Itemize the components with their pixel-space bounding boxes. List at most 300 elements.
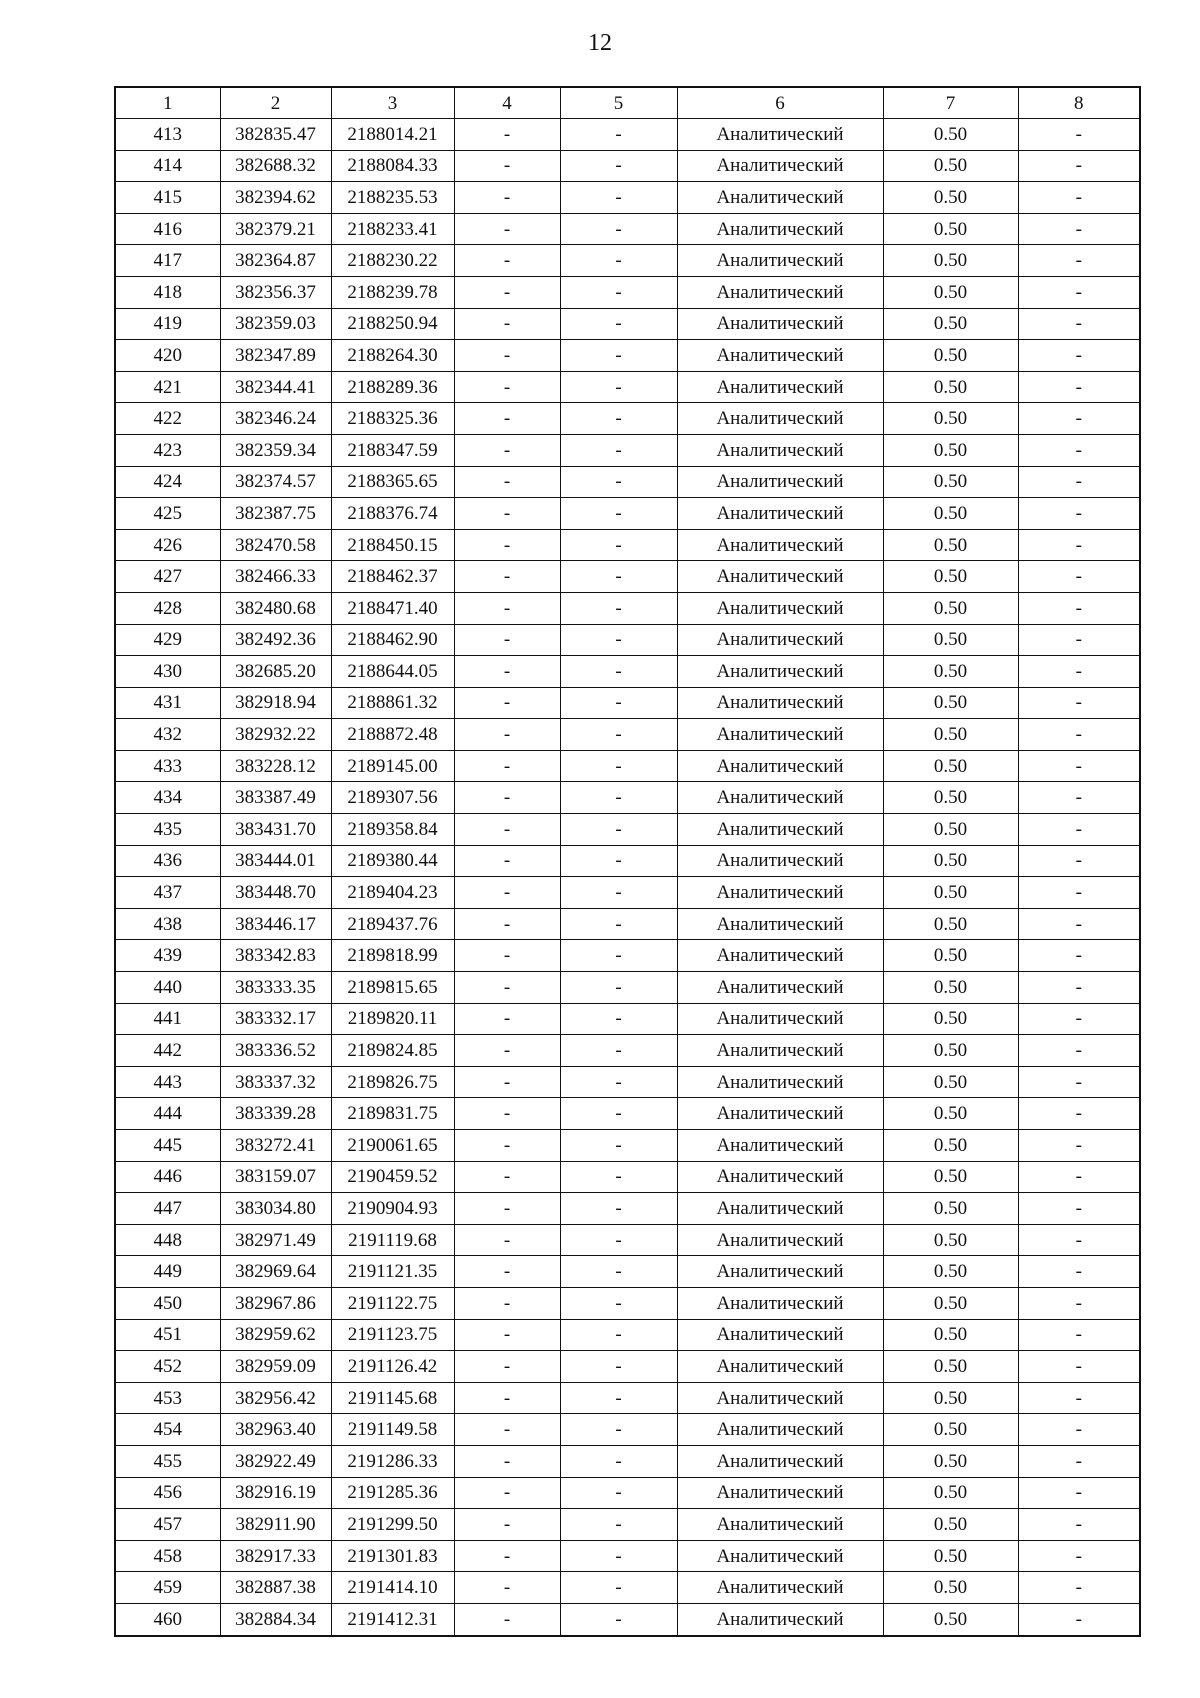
x-coordinate: 383448.70	[220, 877, 331, 909]
column-4-value: -	[454, 561, 560, 593]
column-5-value: -	[560, 1256, 677, 1288]
method-cell: Аналитический	[677, 529, 883, 561]
table-row	[115, 1382, 1140, 1414]
method-cell: Аналитический	[677, 498, 883, 530]
column-4-value: -	[454, 119, 560, 151]
x-coordinate: 382916.19	[220, 1477, 331, 1509]
column-5-value: -	[560, 1130, 677, 1162]
column-4-value: -	[454, 1161, 560, 1193]
column-5-value: -	[560, 119, 677, 151]
point-number: 458	[115, 1540, 220, 1572]
table-row	[115, 466, 1140, 498]
column-4-value: -	[454, 276, 560, 308]
column-5-value: -	[560, 1572, 677, 1604]
column-4-value: -	[454, 1509, 560, 1541]
table-row	[115, 1161, 1140, 1193]
column-header: 5	[560, 87, 677, 119]
column-5-value: -	[560, 308, 677, 340]
y-coordinate: 2189404.23	[331, 877, 454, 909]
y-coordinate: 2189145.00	[331, 750, 454, 782]
method-cell: Аналитический	[677, 845, 883, 877]
column-4-value: -	[454, 750, 560, 782]
accuracy-cell: 0.50	[883, 276, 1018, 308]
y-coordinate: 2189307.56	[331, 782, 454, 814]
column-4-value: -	[454, 1351, 560, 1383]
method-cell: Аналитический	[677, 1161, 883, 1193]
column-5-value: -	[560, 1540, 677, 1572]
column-4-value: -	[454, 1603, 560, 1635]
y-coordinate: 2189380.44	[331, 845, 454, 877]
column-8-value: -	[1018, 1509, 1140, 1541]
x-coordinate: 382356.37	[220, 276, 331, 308]
accuracy-cell: 0.50	[883, 1382, 1018, 1414]
column-8-value: -	[1018, 245, 1140, 277]
y-coordinate: 2191414.10	[331, 1572, 454, 1604]
x-coordinate: 382685.20	[220, 656, 331, 688]
table-row	[115, 1603, 1140, 1635]
method-cell: Аналитический	[677, 466, 883, 498]
column-5-value: -	[560, 276, 677, 308]
x-coordinate: 382887.38	[220, 1572, 331, 1604]
accuracy-cell: 0.50	[883, 1603, 1018, 1635]
y-coordinate: 2191149.58	[331, 1414, 454, 1446]
column-8-value: -	[1018, 1161, 1140, 1193]
table-row	[115, 245, 1140, 277]
column-5-value: -	[560, 466, 677, 498]
column-8-value: -	[1018, 972, 1140, 1004]
column-4-value: -	[454, 403, 560, 435]
column-4-value: -	[454, 182, 560, 214]
x-coordinate: 383339.28	[220, 1098, 331, 1130]
point-number: 451	[115, 1319, 220, 1351]
point-number: 446	[115, 1161, 220, 1193]
table-row	[115, 750, 1140, 782]
accuracy-cell: 0.50	[883, 687, 1018, 719]
point-number: 450	[115, 1287, 220, 1319]
y-coordinate: 2189818.99	[331, 940, 454, 972]
column-5-value: -	[560, 687, 677, 719]
column-8-value: -	[1018, 529, 1140, 561]
column-4-value: -	[454, 1445, 560, 1477]
y-coordinate: 2188233.41	[331, 213, 454, 245]
column-8-value: -	[1018, 434, 1140, 466]
method-cell: Аналитический	[677, 719, 883, 751]
x-coordinate: 383159.07	[220, 1161, 331, 1193]
column-8-value: -	[1018, 1003, 1140, 1035]
column-4-value: -	[454, 213, 560, 245]
accuracy-cell: 0.50	[883, 1035, 1018, 1067]
column-4-value: -	[454, 687, 560, 719]
column-header: 3	[331, 87, 454, 119]
point-number: 427	[115, 561, 220, 593]
x-coordinate: 382932.22	[220, 719, 331, 751]
column-4-value: -	[454, 340, 560, 372]
method-cell: Аналитический	[677, 750, 883, 782]
column-header: 7	[883, 87, 1018, 119]
y-coordinate: 2188462.37	[331, 561, 454, 593]
method-cell: Аналитический	[677, 1414, 883, 1446]
table-row	[115, 814, 1140, 846]
column-4-value: -	[454, 972, 560, 1004]
column-5-value: -	[560, 1445, 677, 1477]
column-8-value: -	[1018, 498, 1140, 530]
column-4-value: -	[454, 1572, 560, 1604]
table-row	[115, 1477, 1140, 1509]
column-8-value: -	[1018, 308, 1140, 340]
coordinates-table	[114, 86, 1141, 1637]
column-5-value: -	[560, 750, 677, 782]
column-8-value: -	[1018, 1540, 1140, 1572]
column-4-value: -	[454, 877, 560, 909]
accuracy-cell: 0.50	[883, 466, 1018, 498]
point-number: 448	[115, 1224, 220, 1256]
table-row	[115, 182, 1140, 214]
point-number: 459	[115, 1572, 220, 1604]
column-8-value: -	[1018, 687, 1140, 719]
y-coordinate: 2191301.83	[331, 1540, 454, 1572]
column-5-value: -	[560, 403, 677, 435]
column-4-value: -	[454, 719, 560, 751]
column-4-value: -	[454, 1098, 560, 1130]
column-5-value: -	[560, 908, 677, 940]
y-coordinate: 2191119.68	[331, 1224, 454, 1256]
table-row	[115, 1540, 1140, 1572]
point-number: 438	[115, 908, 220, 940]
x-coordinate: 382835.47	[220, 119, 331, 151]
x-coordinate: 383337.32	[220, 1066, 331, 1098]
column-5-value: -	[560, 245, 677, 277]
accuracy-cell: 0.50	[883, 624, 1018, 656]
y-coordinate: 2191123.75	[331, 1319, 454, 1351]
point-number: 443	[115, 1066, 220, 1098]
y-coordinate: 2188250.94	[331, 308, 454, 340]
method-cell: Аналитический	[677, 340, 883, 372]
table-row	[115, 403, 1140, 435]
table-row	[115, 340, 1140, 372]
method-cell: Аналитический	[677, 1130, 883, 1162]
header-row	[115, 87, 1140, 119]
column-8-value: -	[1018, 213, 1140, 245]
column-4-value: -	[454, 1193, 560, 1225]
y-coordinate: 2189820.11	[331, 1003, 454, 1035]
column-header: 2	[220, 87, 331, 119]
column-5-value: -	[560, 340, 677, 372]
y-coordinate: 2190904.93	[331, 1193, 454, 1225]
table-row	[115, 561, 1140, 593]
accuracy-cell: 0.50	[883, 972, 1018, 1004]
column-4-value: -	[454, 1035, 560, 1067]
x-coordinate: 382884.34	[220, 1603, 331, 1635]
method-cell: Аналитический	[677, 1445, 883, 1477]
y-coordinate: 2189815.65	[331, 972, 454, 1004]
method-cell: Аналитический	[677, 182, 883, 214]
column-8-value: -	[1018, 719, 1140, 751]
column-5-value: -	[560, 371, 677, 403]
accuracy-cell: 0.50	[883, 1066, 1018, 1098]
x-coordinate: 382374.57	[220, 466, 331, 498]
table-row	[115, 592, 1140, 624]
column-4-value: -	[454, 245, 560, 277]
accuracy-cell: 0.50	[883, 403, 1018, 435]
x-coordinate: 383342.83	[220, 940, 331, 972]
y-coordinate: 2188376.74	[331, 498, 454, 530]
accuracy-cell: 0.50	[883, 340, 1018, 372]
table-row	[115, 1509, 1140, 1541]
column-8-value: -	[1018, 371, 1140, 403]
x-coordinate: 383446.17	[220, 908, 331, 940]
x-coordinate: 382963.40	[220, 1414, 331, 1446]
column-5-value: -	[560, 150, 677, 182]
method-cell: Аналитический	[677, 782, 883, 814]
x-coordinate: 382466.33	[220, 561, 331, 593]
point-number: 456	[115, 1477, 220, 1509]
table-row	[115, 276, 1140, 308]
column-5-value: -	[560, 782, 677, 814]
y-coordinate: 2188462.90	[331, 624, 454, 656]
table-row	[115, 434, 1140, 466]
accuracy-cell: 0.50	[883, 1287, 1018, 1319]
column-8-value: -	[1018, 1572, 1140, 1604]
x-coordinate: 383431.70	[220, 814, 331, 846]
column-8-value: -	[1018, 750, 1140, 782]
y-coordinate: 2191126.42	[331, 1351, 454, 1383]
method-cell: Аналитический	[677, 1287, 883, 1319]
accuracy-cell: 0.50	[883, 371, 1018, 403]
x-coordinate: 382394.62	[220, 182, 331, 214]
column-header: 4	[454, 87, 560, 119]
method-cell: Аналитический	[677, 1224, 883, 1256]
y-coordinate: 2190459.52	[331, 1161, 454, 1193]
column-8-value: -	[1018, 1193, 1140, 1225]
point-number: 440	[115, 972, 220, 1004]
column-4-value: -	[454, 1319, 560, 1351]
column-5-value: -	[560, 561, 677, 593]
column-8-value: -	[1018, 182, 1140, 214]
column-8-value: -	[1018, 1256, 1140, 1288]
accuracy-cell: 0.50	[883, 1098, 1018, 1130]
x-coordinate: 382379.21	[220, 213, 331, 245]
point-number: 417	[115, 245, 220, 277]
method-cell: Аналитический	[677, 276, 883, 308]
y-coordinate: 2188230.22	[331, 245, 454, 277]
table-row	[115, 1098, 1140, 1130]
point-number: 421	[115, 371, 220, 403]
point-number: 445	[115, 1130, 220, 1162]
point-number: 415	[115, 182, 220, 214]
y-coordinate: 2189437.76	[331, 908, 454, 940]
column-8-value: -	[1018, 561, 1140, 593]
column-4-value: -	[454, 1477, 560, 1509]
column-8-value: -	[1018, 1098, 1140, 1130]
y-coordinate: 2188239.78	[331, 276, 454, 308]
column-8-value: -	[1018, 592, 1140, 624]
y-coordinate: 2188872.48	[331, 719, 454, 751]
method-cell: Аналитический	[677, 1603, 883, 1635]
x-coordinate: 382956.42	[220, 1382, 331, 1414]
page-number: 12	[588, 30, 612, 56]
column-8-value: -	[1018, 1224, 1140, 1256]
table-row	[115, 308, 1140, 340]
method-cell: Аналитический	[677, 1098, 883, 1130]
column-4-value: -	[454, 1066, 560, 1098]
x-coordinate: 382364.87	[220, 245, 331, 277]
x-coordinate: 383272.41	[220, 1130, 331, 1162]
x-coordinate: 383444.01	[220, 845, 331, 877]
accuracy-cell: 0.50	[883, 1319, 1018, 1351]
column-5-value: -	[560, 1382, 677, 1414]
accuracy-cell: 0.50	[883, 1477, 1018, 1509]
point-number: 423	[115, 434, 220, 466]
y-coordinate: 2191285.36	[331, 1477, 454, 1509]
accuracy-cell: 0.50	[883, 213, 1018, 245]
column-5-value: -	[560, 940, 677, 972]
column-5-value: -	[560, 719, 677, 751]
point-number: 455	[115, 1445, 220, 1477]
column-4-value: -	[454, 1287, 560, 1319]
table-row	[115, 213, 1140, 245]
column-5-value: -	[560, 972, 677, 1004]
accuracy-cell: 0.50	[883, 561, 1018, 593]
column-8-value: -	[1018, 908, 1140, 940]
point-number: 452	[115, 1351, 220, 1383]
x-coordinate: 382969.64	[220, 1256, 331, 1288]
accuracy-cell: 0.50	[883, 782, 1018, 814]
y-coordinate: 2188014.21	[331, 119, 454, 151]
point-number: 442	[115, 1035, 220, 1067]
method-cell: Аналитический	[677, 940, 883, 972]
column-5-value: -	[560, 592, 677, 624]
x-coordinate: 382344.41	[220, 371, 331, 403]
column-5-value: -	[560, 498, 677, 530]
column-header: 1	[115, 87, 220, 119]
accuracy-cell: 0.50	[883, 1224, 1018, 1256]
accuracy-cell: 0.50	[883, 119, 1018, 151]
column-5-value: -	[560, 1509, 677, 1541]
point-number: 433	[115, 750, 220, 782]
column-5-value: -	[560, 1287, 677, 1319]
accuracy-cell: 0.50	[883, 434, 1018, 466]
column-5-value: -	[560, 1603, 677, 1635]
column-8-value: -	[1018, 845, 1140, 877]
column-8-value: -	[1018, 276, 1140, 308]
table-row	[115, 656, 1140, 688]
x-coordinate: 382911.90	[220, 1509, 331, 1541]
column-8-value: -	[1018, 1035, 1140, 1067]
x-coordinate: 382959.62	[220, 1319, 331, 1351]
accuracy-cell: 0.50	[883, 845, 1018, 877]
table-row	[115, 687, 1140, 719]
column-8-value: -	[1018, 656, 1140, 688]
method-cell: Аналитический	[677, 1193, 883, 1225]
accuracy-cell: 0.50	[883, 308, 1018, 340]
x-coordinate: 382922.49	[220, 1445, 331, 1477]
column-8-value: -	[1018, 1603, 1140, 1635]
column-4-value: -	[454, 1256, 560, 1288]
point-number: 457	[115, 1509, 220, 1541]
accuracy-cell: 0.50	[883, 245, 1018, 277]
method-cell: Аналитический	[677, 1351, 883, 1383]
column-5-value: -	[560, 529, 677, 561]
column-5-value: -	[560, 1319, 677, 1351]
y-coordinate: 2191145.68	[331, 1382, 454, 1414]
point-number: 425	[115, 498, 220, 530]
column-5-value: -	[560, 1098, 677, 1130]
point-number: 437	[115, 877, 220, 909]
point-number: 413	[115, 119, 220, 151]
accuracy-cell: 0.50	[883, 1130, 1018, 1162]
table-row	[115, 1193, 1140, 1225]
y-coordinate: 2189824.85	[331, 1035, 454, 1067]
y-coordinate: 2189831.75	[331, 1098, 454, 1130]
point-number: 414	[115, 150, 220, 182]
method-cell: Аналитический	[677, 908, 883, 940]
accuracy-cell: 0.50	[883, 1540, 1018, 1572]
x-coordinate: 382918.94	[220, 687, 331, 719]
x-coordinate: 382492.36	[220, 624, 331, 656]
column-5-value: -	[560, 1066, 677, 1098]
x-coordinate: 383332.17	[220, 1003, 331, 1035]
y-coordinate: 2188347.59	[331, 434, 454, 466]
point-number: 447	[115, 1193, 220, 1225]
accuracy-cell: 0.50	[883, 1509, 1018, 1541]
column-8-value: -	[1018, 1130, 1140, 1162]
method-cell: Аналитический	[677, 1256, 883, 1288]
column-8-value: -	[1018, 340, 1140, 372]
table-row	[115, 150, 1140, 182]
point-number: 430	[115, 656, 220, 688]
table-row	[115, 845, 1140, 877]
x-coordinate: 382688.32	[220, 150, 331, 182]
point-number: 424	[115, 466, 220, 498]
accuracy-cell: 0.50	[883, 1414, 1018, 1446]
table-row	[115, 908, 1140, 940]
point-number: 419	[115, 308, 220, 340]
accuracy-cell: 0.50	[883, 1445, 1018, 1477]
x-coordinate: 383228.12	[220, 750, 331, 782]
accuracy-cell: 0.50	[883, 1572, 1018, 1604]
x-coordinate: 382967.86	[220, 1287, 331, 1319]
point-number: 435	[115, 814, 220, 846]
point-number: 449	[115, 1256, 220, 1288]
accuracy-cell: 0.50	[883, 529, 1018, 561]
table-body	[115, 119, 1140, 1636]
accuracy-cell: 0.50	[883, 1351, 1018, 1383]
x-coordinate: 382359.34	[220, 434, 331, 466]
y-coordinate: 2191122.75	[331, 1287, 454, 1319]
method-cell: Аналитический	[677, 592, 883, 624]
column-4-value: -	[454, 1382, 560, 1414]
point-number: 436	[115, 845, 220, 877]
y-coordinate: 2191121.35	[331, 1256, 454, 1288]
point-number: 454	[115, 1414, 220, 1446]
column-8-value: -	[1018, 1287, 1140, 1319]
point-number: 420	[115, 340, 220, 372]
column-4-value: -	[454, 908, 560, 940]
column-5-value: -	[560, 182, 677, 214]
x-coordinate: 383034.80	[220, 1193, 331, 1225]
table-row	[115, 940, 1140, 972]
table-row	[115, 1445, 1140, 1477]
column-4-value: -	[454, 1003, 560, 1035]
method-cell: Аналитический	[677, 656, 883, 688]
column-4-value: -	[454, 498, 560, 530]
column-8-value: -	[1018, 119, 1140, 151]
column-5-value: -	[560, 213, 677, 245]
table-row	[115, 529, 1140, 561]
y-coordinate: 2188861.32	[331, 687, 454, 719]
y-coordinate: 2188450.15	[331, 529, 454, 561]
method-cell: Аналитический	[677, 1540, 883, 1572]
